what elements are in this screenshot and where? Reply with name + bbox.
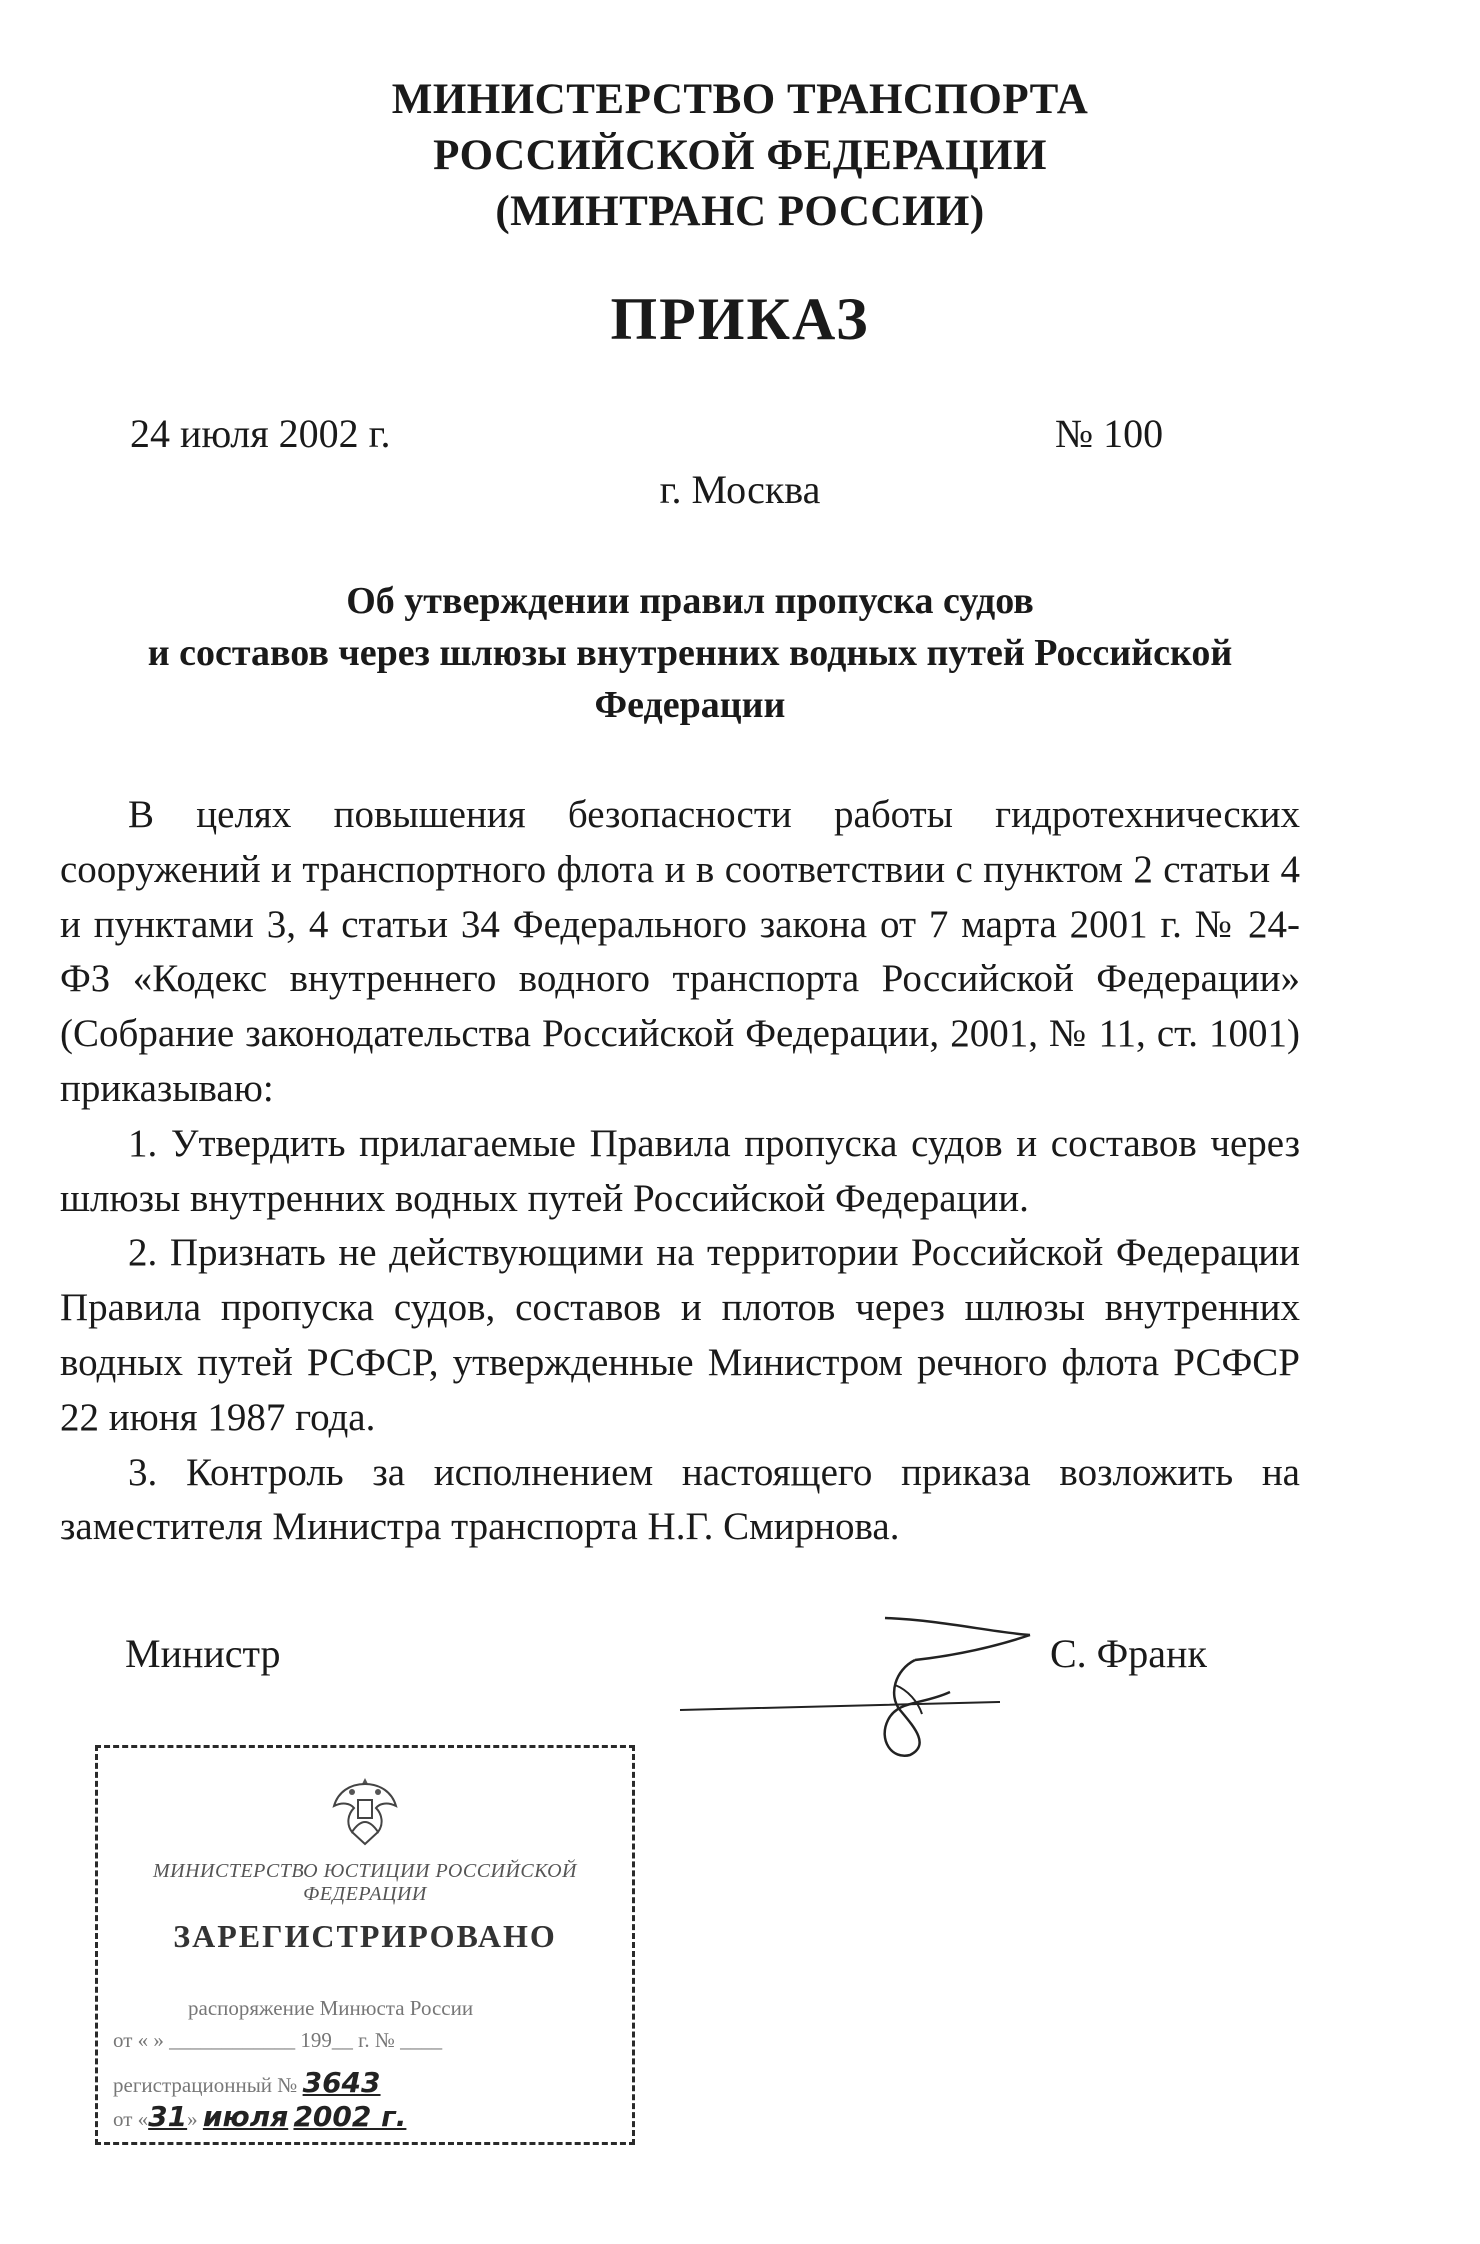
order-city: г. Москва — [659, 467, 821, 512]
order-number: № 100 — [1055, 411, 1164, 456]
stamp-date-mid: » — [187, 2107, 198, 2131]
order-item-2: 2. Признать не действующими на территории Российской Федерации Правила пропуска судов, составов и плотов через шлюзы внутренних водных путей РСФСР, утвержденные Министром речного флота РСФСР 22 июня 1987 года. — [60, 1231, 1300, 1439]
signatory-name: С. Франк — [1050, 1631, 1207, 1676]
signature-block — [0, 1620, 1480, 1750]
ministry-line-1: МИНИСТЕРСТВО ТРАНСПОРТА — [391, 76, 1089, 123]
order-item-1: 1. Утвердить прилагаемые Правила пропуска судов и составов через шлюзы внутренних водных путей Российской Федерации. — [60, 1121, 1300, 1220]
signatory-title: Министр — [125, 1631, 281, 1676]
order-body — [60, 788, 1300, 1555]
order-subject — [60, 575, 1320, 731]
stamp-reg-number-line — [113, 2066, 381, 2099]
stamp-date-blank-line: от « » ____________ 199__ г. № ____ — [113, 2028, 443, 2052]
subject-line-3: Федерации — [594, 684, 786, 726]
stamp-reg-label: регистрационный № — [113, 2073, 298, 2097]
registration-stamp — [95, 1745, 635, 2145]
stamp-reg-date-line — [113, 2100, 406, 2133]
handwritten-signature — [660, 1610, 1060, 1760]
stamp-reg-year: 2002 г. — [293, 2100, 407, 2133]
order-title: ПРИКАЗ — [610, 286, 870, 352]
ministry-header — [0, 72, 1480, 240]
stamp-ministry-name: МИНИСТЕРСТВО ЮСТИЦИИ РОССИЙСКОЙ ФЕДЕРАЦИИ — [153, 1860, 577, 1905]
stamp-reg-month: июля — [202, 2100, 289, 2133]
order-item-3: 3. Контроль за исполнением настоящего приказа возложить на заместителя Министра транспорта Н.Г. Смирнова. — [60, 1450, 1300, 1549]
double-headed-eagle-icon — [330, 1770, 400, 1848]
subject-line-1: Об утверждении правил пропуска судов — [346, 580, 1034, 622]
ministry-line-3: (МИНТРАНС РОССИИ) — [495, 188, 985, 235]
preamble-paragraph: В целях повышения безопасности работы гидротехнических сооружений и транспортного флота и в соответствии с пунктом 2 статьи 4 и пунктами 3, 4 статьи 34 Федерального закона от 7 марта 2001 г. № 24-ФЗ «Кодекс внутреннего водного транспорта Российской Федерации» (Собрание законодательства Российской Федерации, 2001, № 11, ст. 1001) приказываю: — [60, 793, 1300, 1110]
stamp-reg-day: 31 — [148, 2100, 188, 2133]
stamp-reg-number: 3643 — [302, 2066, 381, 2099]
stamp-order-line: распоряжение Минюста России — [188, 1996, 474, 2020]
stamp-date-prefix: от « — [113, 2107, 149, 2131]
stamp-registered-label: ЗАРЕГИСТРИРОВАНО — [173, 1918, 557, 1954]
order-date: 24 июля 2002 г. — [130, 411, 391, 456]
ministry-line-2: РОССИЙСКОЙ ФЕДЕРАЦИИ — [433, 132, 1047, 179]
subject-line-2: и составов через шлюзы внутренних водных путей Российской — [147, 632, 1233, 674]
